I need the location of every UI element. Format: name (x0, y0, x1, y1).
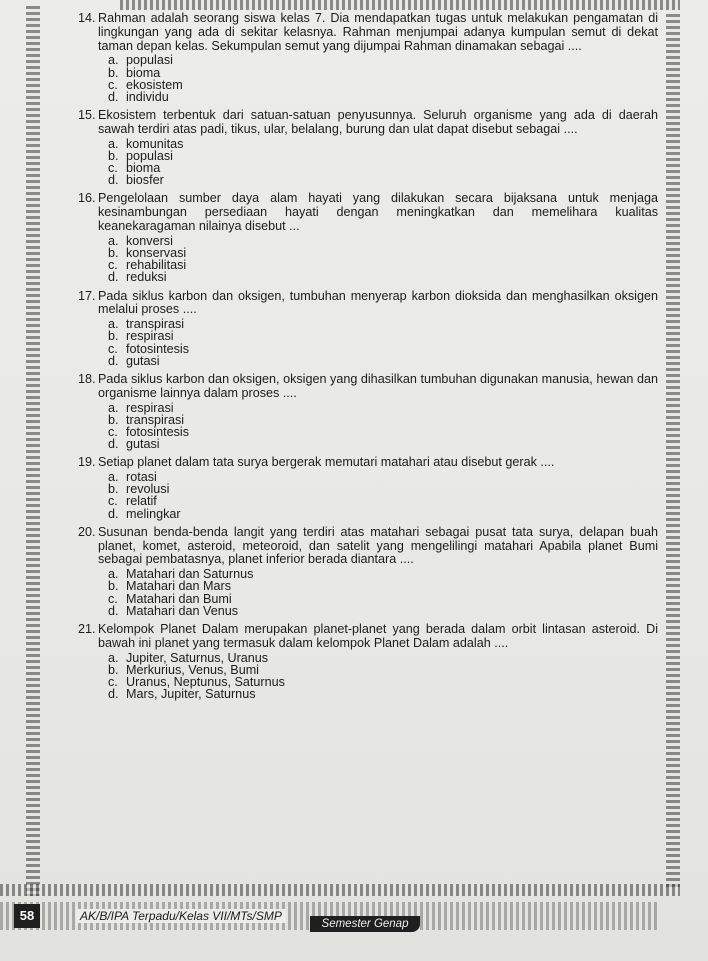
option-letter: c. (108, 77, 118, 92)
option (108, 495, 658, 507)
option (108, 162, 658, 174)
option-letter: a. (108, 567, 119, 582)
page-number: 58 (14, 904, 40, 928)
option (108, 593, 658, 605)
option-text: Jupiter, Saturnus, Uranus (126, 650, 269, 665)
option-letter: d. (108, 89, 119, 104)
option-letter: b. (108, 329, 119, 344)
option-letter: c. (108, 341, 118, 356)
option-text: bioma (126, 65, 161, 80)
option-letter: b. (108, 662, 119, 677)
option-text: transpirasi (126, 317, 185, 332)
question-number: 18. (78, 371, 96, 386)
option-text: ekosistem (126, 77, 183, 92)
question-number: 17. (78, 288, 96, 303)
question (78, 455, 658, 521)
decorative-border-right (666, 14, 680, 890)
question-text: Pada siklus karbon dan oksigen, tumbuhan menyerap karbon dioksida dan menghasilkan oksigen melalui proses .... (98, 288, 658, 317)
option (108, 271, 658, 283)
option (108, 150, 658, 162)
book-code: AK/B/IPA Terpadu/Kelas VII/MTs/SMP (76, 909, 286, 923)
question-text: Pada siklus karbon dan oksigen, oksigen yang dihasilkan tumbuhan digunakan manusia, hewan dan organisme lainnya dalam proses .... (98, 371, 658, 400)
option-letter: a. (108, 470, 119, 485)
option-text: Matahari dan Venus (126, 603, 239, 618)
option-list (108, 471, 658, 520)
option-text: rotasi (126, 470, 157, 485)
page-footer (0, 904, 708, 930)
question-text: Pengelolaan sumber daya alam hayati yang dilakukan secara bijaksana untuk menjaga kesinambungan persediaan hayati dengan meningkatkan dan memelihara kualitas keanekaragaman nilainya disebut ... (98, 191, 658, 234)
option-text: Uranus, Neptunus, Saturnus (126, 674, 285, 689)
option-list (108, 235, 658, 284)
question-number: 20. (78, 524, 96, 539)
decorative-border-top (120, 0, 680, 10)
option-text: Matahari dan Bumi (126, 591, 232, 606)
question-text: Kelompok Planet Dalam merupakan planet-planet yang berada dalam orbit lintasan asteroid. Di bawah ini planet yang termasuk dalam kelompok Planet Dalam adalah .... (98, 622, 658, 650)
option-letter: b. (108, 148, 119, 163)
option-letter: b. (108, 579, 119, 594)
option-list (108, 318, 658, 367)
option-letter: d. (108, 506, 119, 521)
option (108, 247, 658, 259)
question (78, 108, 658, 188)
option-letter: a. (108, 650, 119, 665)
option-text: individu (126, 89, 169, 104)
question (78, 622, 658, 702)
option (108, 91, 658, 103)
question-text: Setiap planet dalam tata surya bergerak memutari matahari atau disebut gerak .... (98, 455, 555, 470)
option-letter: a. (108, 400, 119, 415)
option (108, 355, 658, 367)
option (108, 235, 658, 247)
question-text: Rahman adalah seorang siswa kelas 7. Dia mendapatkan tugas untuk melakukan pengamatan di lingkungan yang ada di sekitar kelasnya. Rahman menjumpai adanya kumpulan semut di dekat taman depan kelas. Sekumpulan semut yang dijumpai Rahman dinamakan sebagai .... (98, 11, 658, 53)
option-text: komunitas (126, 136, 184, 151)
option (108, 54, 658, 66)
option-text: konservasi (126, 246, 187, 261)
option-letter: a. (108, 136, 119, 151)
option (108, 79, 658, 91)
option-letter: c. (108, 161, 118, 176)
option-text: revolusi (126, 482, 170, 497)
option (108, 174, 658, 186)
option (108, 652, 658, 664)
option-text: relatif (126, 494, 157, 509)
option-text: Merkurius, Venus, Bumi (126, 662, 259, 677)
decorative-border-left (26, 6, 40, 896)
option-letter: c. (108, 494, 118, 509)
option-text: melingkar (126, 506, 181, 521)
option-list (108, 568, 658, 617)
option (108, 438, 658, 450)
option-letter: a. (108, 233, 119, 248)
option-letter: c. (108, 674, 118, 689)
question-number: 14. (78, 11, 96, 25)
question-text: Ekosistem terbentuk dari satuan-satuan penyusunnya. Seluruh organisme yang ada di daerah sawah terdiri atas padi, tikus, ular, belalang, burung dan ulat dapat disebut sebagai .... (98, 108, 658, 136)
option (108, 483, 658, 495)
option-text: bioma (126, 161, 161, 176)
option-text: transpirasi (126, 412, 185, 427)
question-list (78, 11, 658, 706)
option-letter: a. (108, 53, 119, 68)
option-text: respirasi (126, 329, 174, 344)
question-number: 16. (78, 191, 96, 206)
option-letter: c. (108, 424, 118, 439)
question-number: 19. (78, 455, 96, 470)
option-letter: b. (108, 65, 119, 80)
option-letter: d. (108, 270, 119, 285)
option-text: fotosintesis (126, 424, 189, 439)
option-text: Matahari dan Mars (126, 579, 231, 594)
option-letter: d. (108, 603, 119, 618)
option-text: populasi (126, 53, 173, 68)
option-letter: c. (108, 258, 118, 273)
option-list (108, 652, 658, 701)
option-list (108, 54, 658, 103)
option (108, 605, 658, 617)
option-text: Mars, Jupiter, Saturnus (126, 687, 256, 702)
semester-badge: Semester Genap (310, 916, 420, 932)
option (108, 330, 658, 342)
option-letter: d. (108, 687, 119, 702)
option-letter: a. (108, 317, 119, 332)
option-letter: b. (108, 412, 119, 427)
option-list (108, 138, 658, 187)
option-text: reduksi (126, 270, 167, 285)
option-text: biosfer (126, 173, 164, 188)
question-text: Susunan benda-benda langit yang terdiri atas matahari sebagai pusat tata surya, delapan buah planet, komet, asteroid, meteoroid, dan satelit yang mengelilingi matahari Apabila planet Bumi sebagai pembatasnya, planet inferior berada diantara .... (98, 524, 658, 567)
question (78, 524, 658, 618)
option (108, 471, 658, 483)
option-letter: d. (108, 353, 119, 368)
option (108, 402, 658, 414)
question (78, 191, 658, 285)
option (108, 414, 658, 426)
option (108, 318, 658, 330)
question (78, 288, 658, 368)
question-number: 21. (78, 622, 96, 636)
option-text: populasi (126, 148, 173, 163)
question (78, 11, 658, 104)
option-letter: d. (108, 173, 119, 188)
option-text: respirasi (126, 400, 174, 415)
option-text: gutasi (126, 437, 160, 452)
option-text: konversi (126, 233, 173, 248)
option-list (108, 402, 658, 451)
option-text: gutasi (126, 353, 160, 368)
option-letter: b. (108, 246, 119, 261)
option-text: Matahari dan Saturnus (126, 567, 254, 582)
question (78, 371, 658, 452)
option (108, 67, 658, 79)
option-letter: b. (108, 482, 119, 497)
option-text: rehabilitasi (126, 258, 187, 273)
option (108, 259, 658, 271)
option-text: fotosintesis (126, 341, 189, 356)
option (108, 580, 658, 592)
option (108, 508, 658, 520)
decorative-border-bottom (0, 884, 680, 896)
option (108, 138, 658, 150)
option (108, 426, 658, 438)
option (108, 688, 658, 700)
option (108, 343, 658, 355)
option-letter: c. (108, 591, 118, 606)
option-letter: d. (108, 437, 119, 452)
question-number: 15. (78, 108, 96, 123)
